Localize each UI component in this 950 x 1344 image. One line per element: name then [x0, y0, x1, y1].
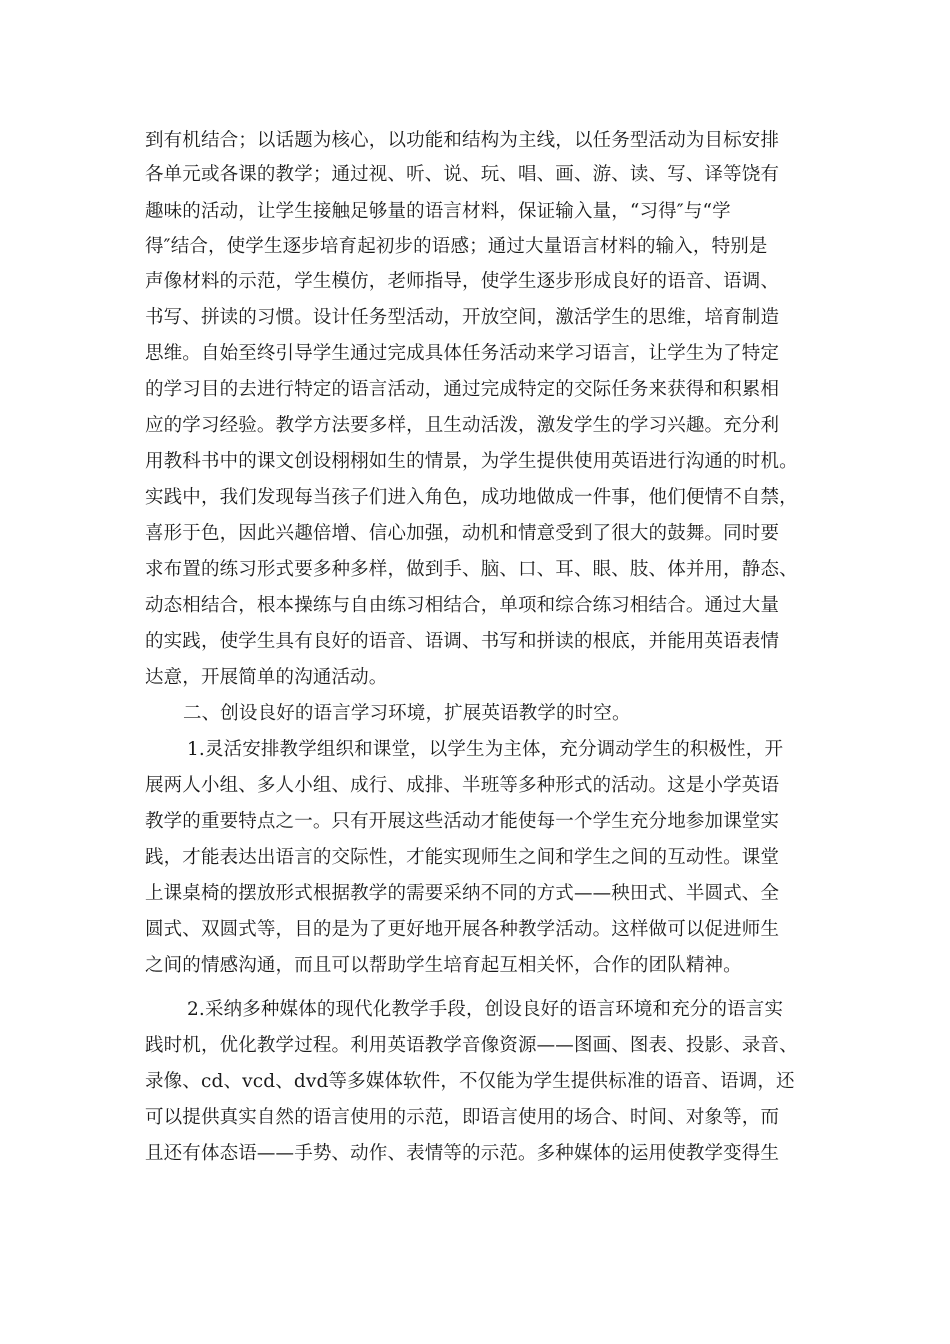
text-line: 录像、cd、vcd、dvd等多媒体软件，不仅能为学生提供标准的语音、语调，还	[145, 1071, 795, 1092]
text-line: 且还有体态语——手势、动作、表情等的示范。多种媒体的运用使教学变得生	[145, 1143, 780, 1164]
section-heading: 二、创设良好的语言学习环境，扩展英语教学的时空。	[183, 703, 631, 724]
text-line: 用教科书中的课文创设栩栩如生的情景，为学生提供使用英语进行沟通的时机。	[145, 451, 798, 472]
text-line: 得″结合，使学生逐步培育起初步的语感；通过大量语言材料的输入，特别是	[145, 236, 768, 257]
text-line: 展两人小组、多人小组、成行、成排、半班等多种形式的活动。这是小学英语	[145, 775, 780, 796]
text-line: 应的学习经验。教学方法要多样，且生动活泼，激发学生的学习兴趣。充分利	[145, 415, 780, 436]
text-line: 的实践，使学生具有良好的语音、语调、书写和拼读的根底，并能用英语表情	[145, 631, 780, 652]
text-line: 趣味的活动，让学生接触足够量的语言材料，保证输入量，“习得″与“学	[145, 201, 731, 222]
text-line: 实践中，我们发现每当孩子们进入角色，成功地做成一件事，他们便情不自禁，	[145, 487, 798, 508]
text-line: 思维。自始至终引导学生通过完成具体任务活动来学习语言，让学生为了特定	[145, 343, 780, 364]
text-line: 的学习目的去进行特定的语言活动，通过完成特定的交际任务来获得和积累相	[145, 379, 780, 400]
text-line: 2.采纳多种媒体的现代化教学手段，创设良好的语言环境和充分的语言实	[187, 999, 784, 1020]
text-line: 声像材料的示范，学生模仿，老师指导，使学生逐步形成良好的语音、语调、	[145, 271, 780, 292]
text-line: 可以提供真实自然的语言使用的示范，即语言使用的场合、时间、对象等，而	[145, 1107, 780, 1128]
text-line: 各单元或各课的教学；通过视、听、说、玩、唱、画、游、读、写、译等饶有	[145, 164, 780, 185]
text-line: 到有机结合；以话题为核心，以功能和结构为主线，以任务型活动为目标安排	[145, 130, 780, 151]
text-line: 教学的重要特点之一。只有开展这些活动才能使每一个学生充分地参加课堂实	[145, 811, 780, 832]
text-line: 求布置的练习形式要多种多样，做到手、脑、口、耳、眼、肢、体并用，静态、	[145, 559, 798, 580]
text-line: 喜形于色，因此兴趣倍增、信心加强，动机和情意受到了很大的鼓舞。同时要	[145, 523, 780, 544]
text-line: 动态相结合，根本操练与自由练习相结合，单项和综合练习相结合。通过大量	[145, 595, 780, 616]
text-line: 上课桌椅的摆放形式根据教学的需要采纳不同的方式——秧田式、半圆式、全	[145, 883, 780, 904]
text-line: 圆式、双圆式等，目的是为了更好地开展各种教学活动。这样做可以促进师生	[145, 919, 780, 940]
text-line: 达意，开展简单的沟通活动。	[145, 667, 388, 688]
text-line: 践时机，优化教学过程。利用英语教学音像资源——图画、图表、投影、录音、	[145, 1035, 798, 1056]
text-line: 书写、拼读的习惯。设计任务型活动，开放空间，激活学生的思维，培育制造	[145, 307, 780, 328]
text-line: 1.灵活安排教学组织和课堂，以学生为主体，充分调动学生的积极性，开	[187, 739, 784, 760]
text-line: 践，才能表达出语言的交际性，才能实现师生之间和学生之间的互动性。课堂	[145, 847, 780, 868]
text-line: 之间的情感沟通，而且可以帮助学生培育起互相关怀，合作的团队精神。	[145, 955, 742, 976]
